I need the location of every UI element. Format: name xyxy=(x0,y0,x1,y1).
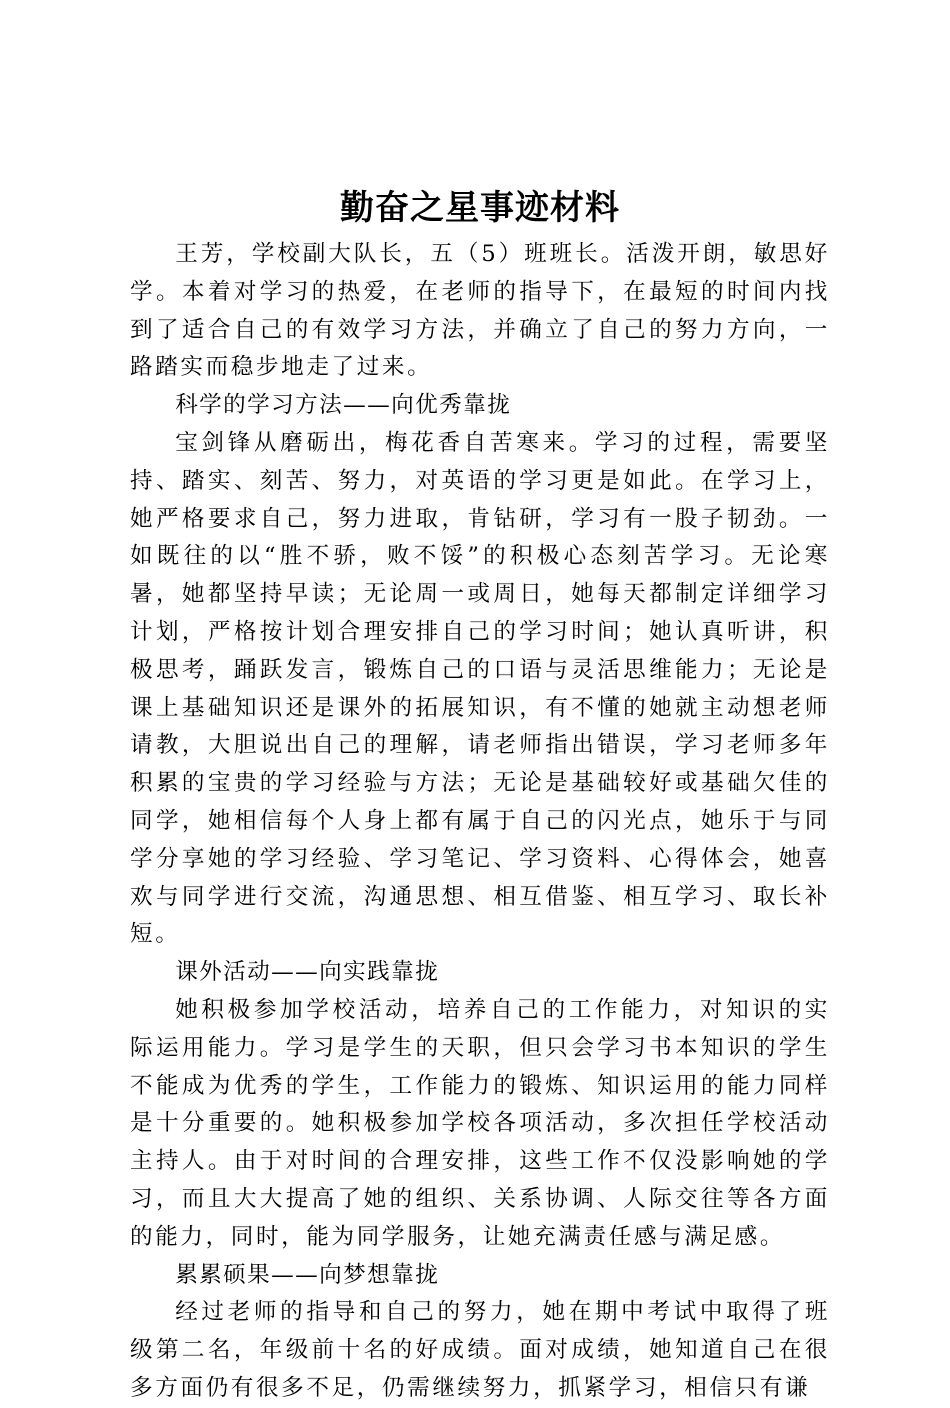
intro-paragraph: 王芳，学校副大队长，五（5）班班长。活泼开朗，敏思好学。本着对学习的热爱，在老师的指导下，在最短的时间内找到了适合自己的有效学习方法，并确立了自己的努力方向，一路踏实而稳步地走了过来。 xyxy=(130,241,830,381)
section-body-study-method: 宝剑锋从磨砺出，梅花香自苦寒来。学习的过程，需要坚持、踏实、刻苦、努力，对英语的学习更是如此。在学习上，她严格要求自己，努力进取，肯钻研，学习有一股子韧劲。一如既往的以“胜不骄，败不馁”的积极心态刻苦学习。无论寒暑，她都坚持早读；无论周一或周日，她每天都制定详细学习计划，严格按计划合理安排自己的学习时间；她认真听讲，积极思考，踊跃发言，锻炼自己的口语与灵活思维能力；无论是课上基础知识还是课外的拓展知识，有不懂的她就主动想老师请教，大胆说出自己的理解，请老师指出错误，学习老师多年积累的宝贵的学习经验与方法；无论是基础较好或基础欠佳的同学，她相信每个人身上都有属于自己的闪光点，她乐于与同学分享她的学习经验、学习笔记、学习资料、心得体会，她喜欢与同学进行交流，沟通思想、相互借鉴、相互学习、取长补短。 xyxy=(130,429,830,948)
section-heading-activities: 课外活动——向实践靠拢 xyxy=(175,959,440,986)
section-body-activities: 她积极参加学校活动，培养自己的工作能力，对知识的实际运用能力。学习是学生的天职，但只会学习书本知识的学生不能成为优秀的学生，工作能力的锻炼、知识运用的能力同样是十分重要的。她积极参加学校各项活动，多次担任学校活动主持人。由于对时间的合理安排，这些工作不仅没影响她的学习，而且大大提高了她的组织、关系协调、人际交往等各方面的能力，同时，能为同学服务，让她充满责任感与满足感。 xyxy=(130,996,830,1250)
section-heading-achievements: 累累硕果——向梦想靠拢 xyxy=(175,1261,440,1288)
document-title: 勤奋之星事迹材料 xyxy=(340,188,620,228)
section-body-achievements: 经过老师的指导和自己的努力，她在期中考试中取得了班级第二名，年级前十名的好成绩。面对成绩，她知道自己在很多方面仍有很多不足，仍需继续努力，抓紧学习，相信只有谦 xyxy=(130,1299,830,1401)
document-page xyxy=(130,180,830,1408)
section-heading-study-method: 科学的学习方法——向优秀靠拢 xyxy=(175,392,512,419)
